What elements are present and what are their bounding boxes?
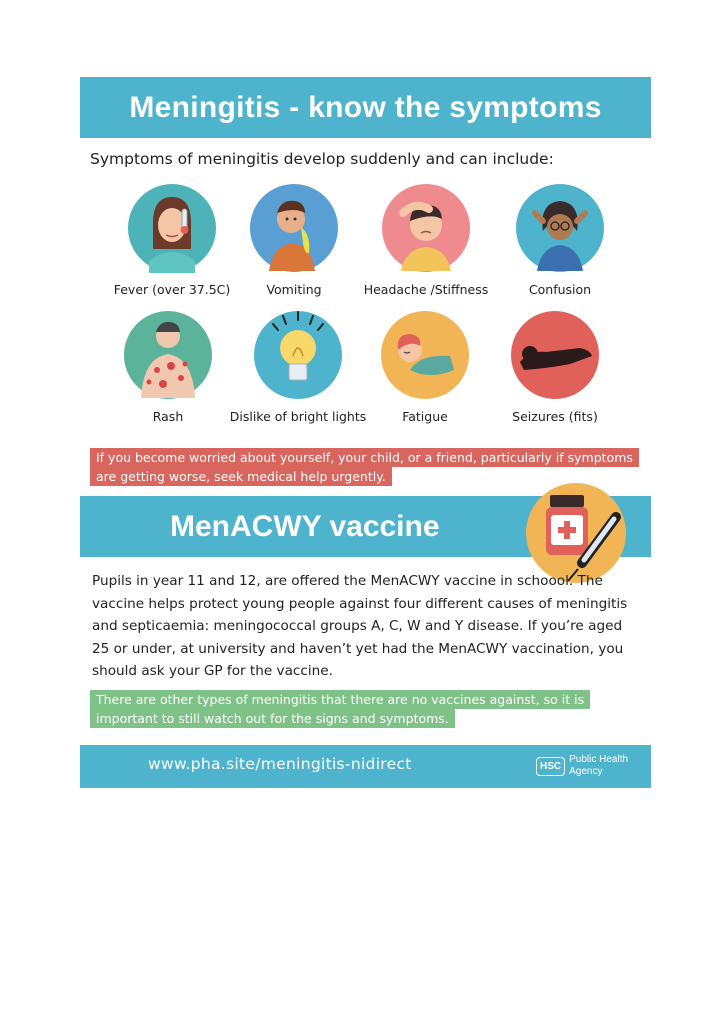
symptom-fever (102, 183, 242, 299)
symptom-rash (98, 310, 238, 426)
note-callout (90, 690, 638, 728)
symptom-confusion (490, 183, 630, 299)
symptom-label: Seizures (fits) (512, 409, 598, 424)
fatigue-icon (380, 310, 470, 400)
seizure-icon (510, 310, 600, 400)
vaccine-title: MenACWY vaccine (170, 509, 440, 543)
vomiting-icon (249, 183, 339, 273)
hsc-logo-text (569, 754, 628, 778)
symptom-label: Fatigue (402, 409, 448, 424)
headache-icon (381, 183, 471, 273)
symptom-label: Rash (152, 409, 184, 424)
symptom-vomiting (224, 183, 364, 299)
footer-url[interactable]: www.pha.site/meningitis-nidirect (148, 755, 412, 773)
symptom-label: Dislike of bright lights (229, 409, 367, 424)
symptom-seizures (485, 310, 625, 426)
symptom-label: Confusion (528, 282, 592, 297)
note-text: There are other types of meningitis that there are no vaccines against, so it is important to still watch out for the signs and symptoms. (90, 690, 590, 728)
symptom-bright-lights (228, 310, 368, 426)
symptom-fatigue (355, 310, 495, 426)
symptom-headache (356, 183, 496, 299)
top-banner (80, 77, 651, 138)
lightbulb-icon (253, 310, 343, 400)
rash-icon (123, 310, 213, 400)
intro-text: Symptoms of meningitis develop suddenly and can include: (90, 150, 554, 168)
fever-icon (127, 183, 217, 273)
warning-text: If you become worried about yourself, your child, or a friend, particularly if symptoms are getting worse, seek medical help urgently. (90, 448, 639, 486)
hsc-logo (536, 754, 628, 778)
page-title: Meningitis - know the symptoms (129, 90, 602, 124)
hsc-logo-line2: Agency (569, 766, 603, 777)
hsc-logo-abbr: HSC (536, 757, 565, 776)
symptom-label: Vomiting (266, 282, 322, 297)
vaccine-body: Pupils in year 11 and 12, are offered the MenACWY vaccine in schoool. The vaccine helps protect young people against four different causes of meningitis and septicaemia: meningococcal groups A, C, W and Y disease. If you’re aged 25 or under, at university and haven’t yet had the MenACWY vaccination, you should ask your GP for the vaccine. (92, 573, 628, 679)
symptom-label: Headache /Stiffness (363, 282, 489, 297)
footer-banner (80, 745, 651, 788)
symptom-label: Fever (over 37.5C) (113, 282, 231, 297)
confusion-icon (515, 183, 605, 273)
hsc-logo-line1: Public Health (569, 754, 629, 765)
